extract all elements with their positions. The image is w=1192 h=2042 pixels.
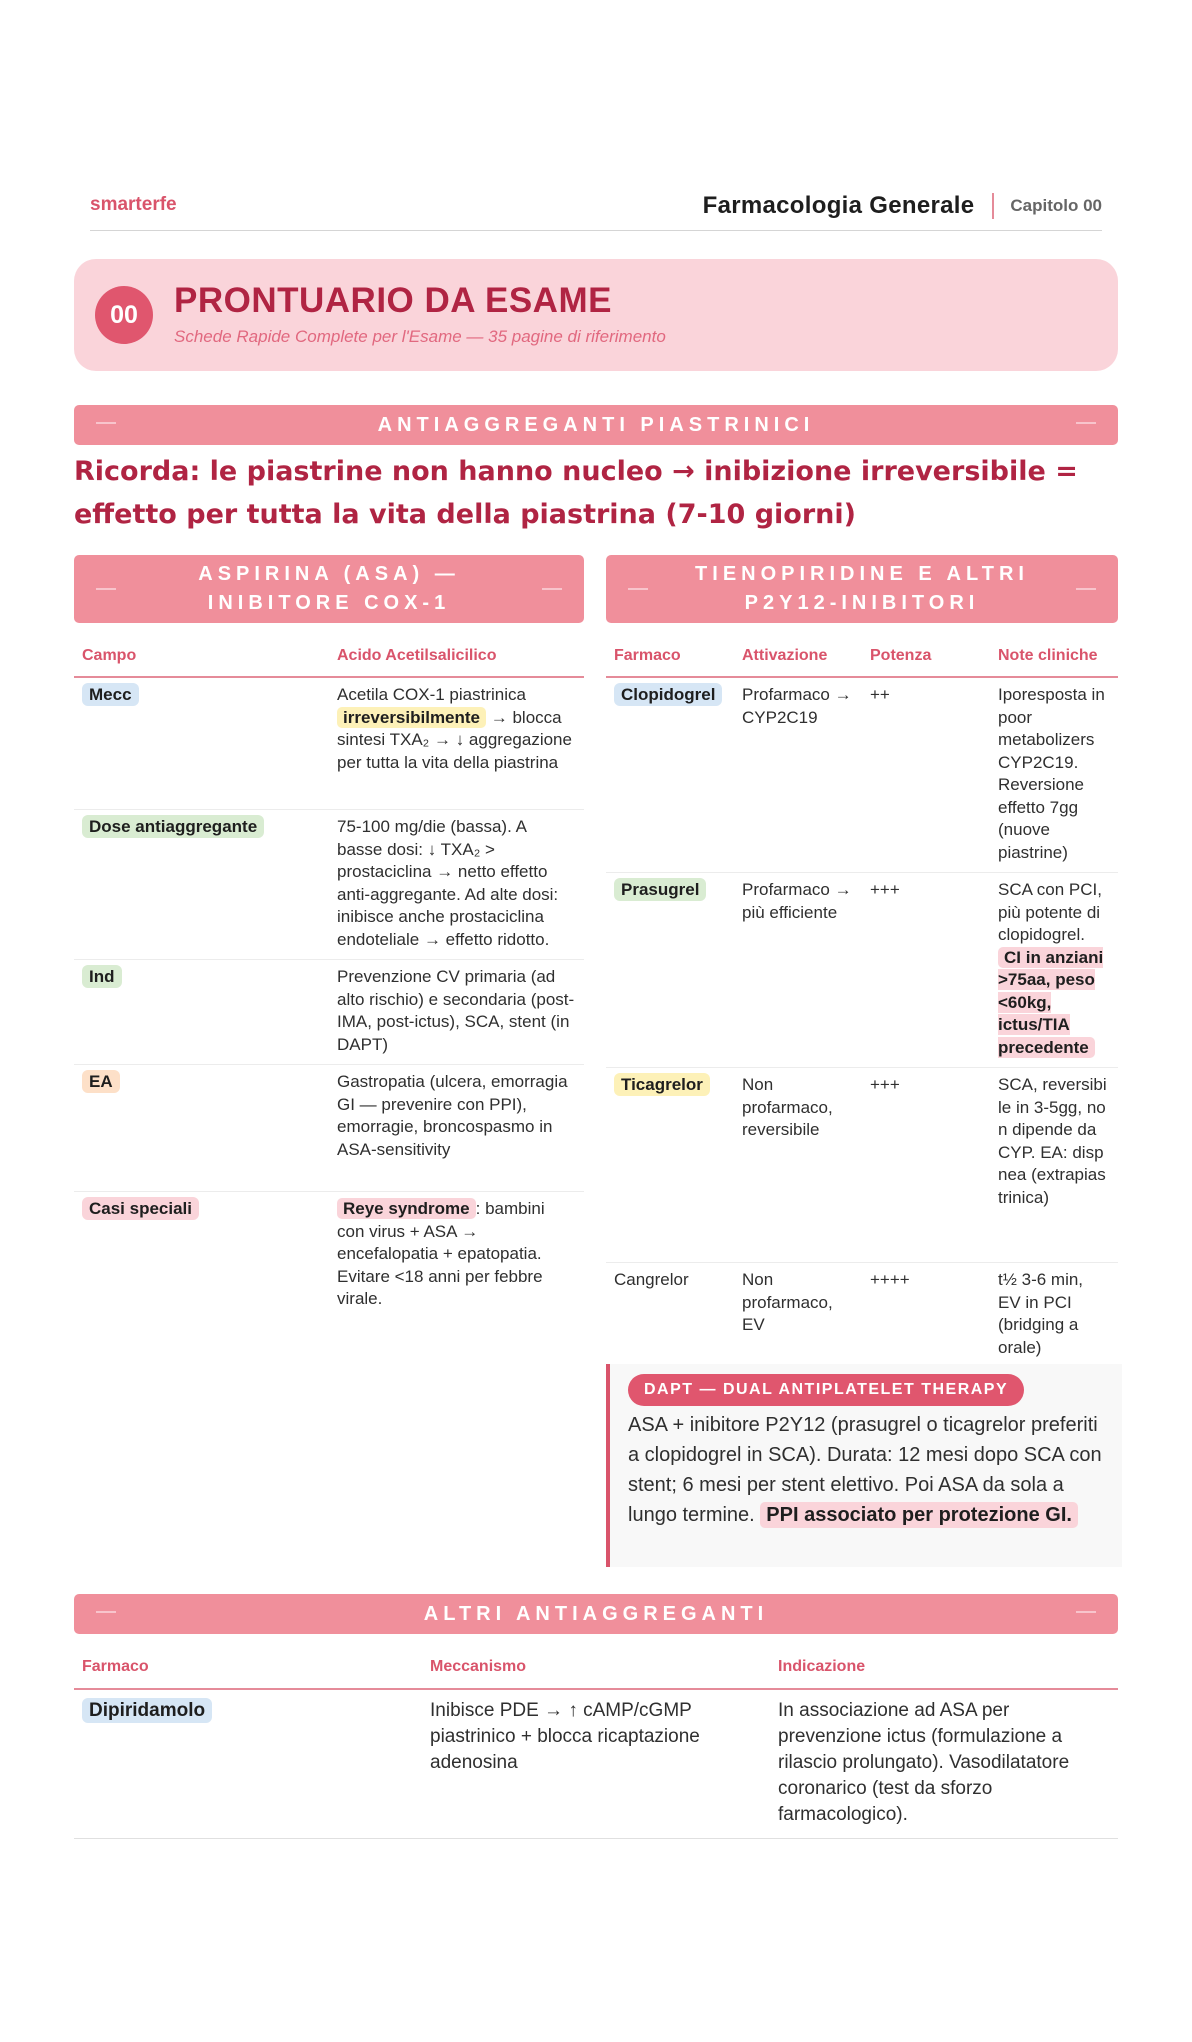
table-row xyxy=(74,1065,584,1192)
dash-decoration xyxy=(1076,588,1096,590)
chapter-title-box xyxy=(74,259,1118,371)
header-right xyxy=(703,192,1102,220)
subsection-header-p2y12 xyxy=(606,555,1118,623)
drug-badge: Ticagrelor xyxy=(614,1073,710,1096)
cell-text: Prevenzione CV primaria (ad alto rischio) e secondaria (post-IMA, post-ictus), SCA, stent (in DAPT) xyxy=(329,960,584,1065)
cell-text: Acetila COX-1 piastrinica xyxy=(337,685,526,704)
table-row xyxy=(74,1192,584,1319)
field-badge: EA xyxy=(82,1070,120,1093)
table-row xyxy=(606,1263,1118,1373)
cell-text: ++++ xyxy=(870,1270,910,1289)
column-header: Campo xyxy=(74,636,329,677)
field-badge: Casi speciali xyxy=(82,1197,199,1220)
altri-table xyxy=(74,1646,1118,1839)
cell-text: Non profarmaco, reversibile xyxy=(734,1068,862,1263)
field-badge: Ind xyxy=(82,965,122,988)
cell-text: +++ xyxy=(862,873,990,1068)
cell-text: : bambini con virus + ASA → encefalopatia + epatopatia. Evitare <18 anni per febbre virale. xyxy=(337,1199,545,1308)
drug-badge: Prasugrel xyxy=(614,878,706,901)
chapter-label: Capitolo 00 xyxy=(1010,196,1102,215)
subsection-header-aspirina xyxy=(74,555,584,623)
page-header xyxy=(90,188,1102,231)
column-header: Farmaco xyxy=(74,1646,422,1689)
brand-name[interactable]: smarterfe xyxy=(90,194,177,215)
highlight: Reye syndrome xyxy=(337,1198,476,1219)
field-badge: Dose antiaggregante xyxy=(82,815,264,838)
table-row xyxy=(606,873,1118,1068)
column-header: Attivazione xyxy=(734,636,862,677)
section-header-antiaggreganti xyxy=(74,405,1118,445)
column-header: Acido Acetilsalicilico xyxy=(329,636,584,677)
cell-text: 75-100 mg/die (bassa). A basse dosi: ↓ TXA₂ > prostaciclina → netto effetto anti-aggregante. Ad alte dosi: inibisce anche prostaciclina endoteliale → effetto ridotto. xyxy=(329,810,584,960)
aspirina-table xyxy=(74,636,584,1319)
cell-text: In associazione ad ASA per prevenzione ictus (formulazione a rilascio prolungato). Vasodilatatore coronarico (test da sforzo farmacologico). xyxy=(770,1689,1118,1839)
subsection-title: ASPIRINA (ASA) — INIBITORE COX-1 xyxy=(198,563,460,614)
section-header-altri xyxy=(74,1594,1118,1634)
dash-decoration xyxy=(1076,1611,1096,1613)
header-divider xyxy=(992,193,994,219)
page-title: PRONTUARIO DA ESAME xyxy=(174,281,612,320)
section-title: ANTIAGGREGANTI PIASTRINICI xyxy=(377,413,815,436)
table-row xyxy=(606,1068,1118,1263)
dapt-tag: DAPT — DUAL ANTIPLATELET THERAPY xyxy=(628,1374,1024,1406)
column-header: Indicazione xyxy=(770,1646,1118,1689)
chapter-number-badge: 00 xyxy=(95,286,153,344)
dash-decoration xyxy=(96,422,116,424)
table-row xyxy=(606,677,1118,873)
highlight: irreversibilmente xyxy=(337,707,486,728)
page-subtitle: Schede Rapide Complete per l'Esame — 35 pagine di riferimento xyxy=(174,327,666,346)
drug-name: Cangrelor xyxy=(614,1270,689,1289)
table-header-row xyxy=(606,636,1118,677)
column-header: Farmaco xyxy=(606,636,734,677)
drug-badge: Dipiridamolo xyxy=(82,1698,212,1723)
dapt-highlight: PPI associato per protezione GI. xyxy=(760,1502,1078,1528)
column-header: Meccanismo xyxy=(422,1646,770,1689)
table-row xyxy=(74,960,584,1065)
cell-text: SCA con PCI, più potente di clopidogrel. xyxy=(998,880,1102,944)
table-header-row xyxy=(74,1646,1118,1689)
dash-decoration xyxy=(628,588,648,590)
column-header: Potenza xyxy=(862,636,990,677)
drug-badge: Clopidogrel xyxy=(614,683,722,706)
highlight: CI in anziani >75aa, peso <60kg, ictus/TIA precedente xyxy=(998,947,1104,1057)
remember-note: Ricorda: le piastrine non hanno nucleo → inibizione irreversibile = effetto per tutta la vita della piastrina (7-10 giorni) xyxy=(74,456,1078,530)
cell-text: Gastropatia (ulcera, emorragia GI — prevenire con PPI), emorragie, broncospasmo in ASA-sensitivity xyxy=(329,1065,584,1192)
dash-decoration xyxy=(96,1611,116,1613)
subsection-title: TIENOPIRIDINE E ALTRI P2Y12-INIBITORI xyxy=(695,563,1029,614)
dash-decoration xyxy=(96,588,116,590)
cell-text: Profarmaco → CYP2C19 xyxy=(734,677,862,873)
dapt-text xyxy=(628,1410,1110,1530)
cell-text: SCA, reversibile in 3-5gg, non dipende da CYP. EA: dispnea (extrapiastrinica) xyxy=(990,1068,1118,1263)
table-row xyxy=(74,1689,1118,1839)
subject-title: Farmacologia Generale xyxy=(702,192,975,219)
cell-text: Profarmaco → più efficiente xyxy=(734,873,862,1068)
cell-text: t½ 3-6 min, EV in PCI (bridging a orale) xyxy=(998,1270,1084,1357)
cell-text: Non profarmaco, EV xyxy=(742,1270,833,1334)
p2y12-table xyxy=(606,636,1118,1372)
cell-text: → blocca sintesi TXA₂ → ↓ aggregazione per tutta la vita della piastrina xyxy=(337,707,572,772)
field-badge: Mecc xyxy=(82,683,139,706)
cell-text: Inibisce PDE → ↑ cAMP/cGMP piastrinico + blocca ricaptazione adenosina xyxy=(422,1689,770,1839)
table-row xyxy=(74,677,584,810)
dash-decoration xyxy=(1076,422,1096,424)
dapt-callout xyxy=(606,1364,1122,1567)
section-title: ALTRI ANTIAGGREGANTI xyxy=(423,1602,769,1625)
cell-text: Iporesposta in poor metabolizers CYP2C19. Reversione effetto 7gg (nuove piastrine) xyxy=(990,677,1118,873)
cell-text: +++ xyxy=(862,1068,990,1263)
column-header: Note cliniche xyxy=(990,636,1118,677)
cell-text: ++ xyxy=(862,677,990,873)
dash-decoration xyxy=(542,588,562,590)
table-header-row xyxy=(74,636,584,677)
table-row xyxy=(74,810,584,960)
dapt-body: ASA + inibitore P2Y12 (prasugrel o ticagrelor preferiti a clopidogrel in SCA). Durata: 12 mesi dopo SCA con stent; 6 mesi per stent elettivo. Poi ASA da sola a lungo termine. xyxy=(628,1414,1102,1526)
